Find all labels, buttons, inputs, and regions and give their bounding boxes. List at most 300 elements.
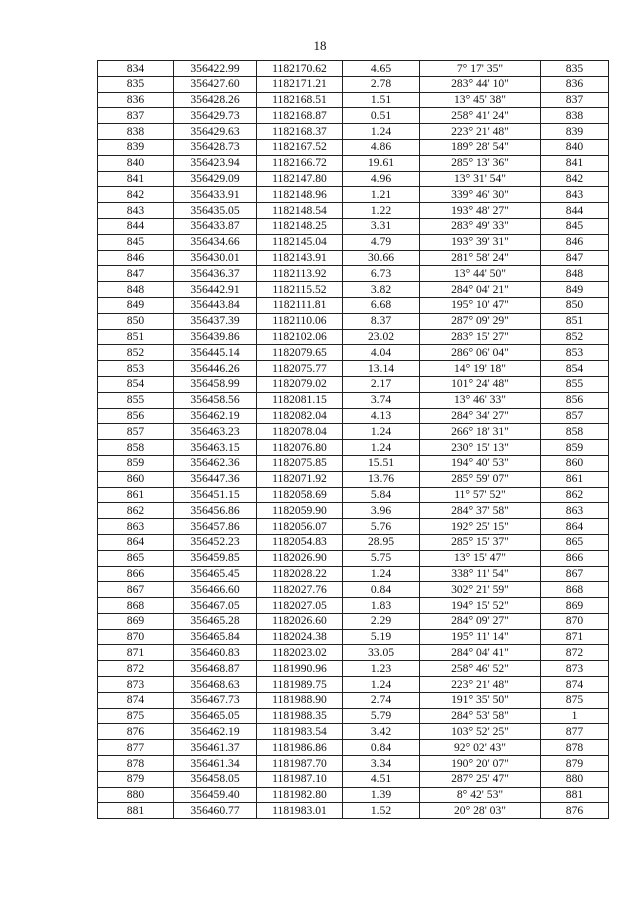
cell-distance: 5.79 — [343, 708, 420, 724]
cell-next-point: 869 — [541, 598, 609, 614]
cell-next-point: 852 — [541, 329, 609, 345]
cell-point-number: 848 — [98, 282, 174, 298]
cell-next-point: 860 — [541, 455, 609, 471]
cell-y-coordinate: 1182054.83 — [257, 534, 343, 550]
cell-x-coordinate: 356442.91 — [174, 282, 257, 298]
cell-y-coordinate: 1182023.02 — [257, 645, 343, 661]
cell-bearing: 287° 09' 29" — [420, 313, 541, 329]
cell-bearing: 13° 46' 33" — [420, 392, 541, 408]
cell-distance: 3.74 — [343, 392, 420, 408]
table-row — [98, 297, 609, 313]
cell-bearing: 190° 20' 07" — [420, 756, 541, 772]
cell-next-point: 875 — [541, 692, 609, 708]
cell-next-point: 879 — [541, 756, 609, 772]
cell-x-coordinate: 356443.84 — [174, 297, 257, 313]
cell-y-coordinate: 1182026.90 — [257, 550, 343, 566]
cell-bearing: 103° 52' 25" — [420, 724, 541, 740]
cell-next-point: 865 — [541, 534, 609, 550]
cell-next-point: 864 — [541, 519, 609, 535]
table-row — [98, 519, 609, 535]
table-row — [98, 345, 609, 361]
cell-distance: 1.52 — [343, 803, 420, 819]
cell-next-point: 867 — [541, 566, 609, 582]
cell-bearing: 284° 34' 27" — [420, 408, 541, 424]
table-row — [98, 661, 609, 677]
cell-next-point: 858 — [541, 424, 609, 440]
cell-y-coordinate: 1182148.25 — [257, 218, 343, 234]
cell-x-coordinate: 356422.99 — [174, 61, 257, 77]
cell-next-point: 836 — [541, 76, 609, 92]
cell-distance: 2.29 — [343, 613, 420, 629]
cell-x-coordinate: 356461.37 — [174, 740, 257, 756]
cell-next-point: 881 — [541, 787, 609, 803]
cell-y-coordinate: 1182168.87 — [257, 108, 343, 124]
cell-bearing: 258° 46' 52" — [420, 661, 541, 677]
cell-x-coordinate: 356435.05 — [174, 203, 257, 219]
cell-next-point: 876 — [541, 803, 609, 819]
cell-bearing: 191° 35' 50" — [420, 692, 541, 708]
cell-x-coordinate: 356465.45 — [174, 566, 257, 582]
cell-next-point: 846 — [541, 234, 609, 250]
cell-point-number: 845 — [98, 234, 174, 250]
cell-x-coordinate: 356428.26 — [174, 92, 257, 108]
table-row — [98, 361, 609, 377]
table-row — [98, 392, 609, 408]
cell-x-coordinate: 356468.87 — [174, 661, 257, 677]
table-row — [98, 503, 609, 519]
cell-point-number: 846 — [98, 250, 174, 266]
cell-distance: 3.34 — [343, 756, 420, 772]
cell-x-coordinate: 356433.87 — [174, 218, 257, 234]
cell-next-point: 848 — [541, 266, 609, 282]
cell-bearing: 101° 24' 48" — [420, 376, 541, 392]
cell-point-number: 867 — [98, 582, 174, 598]
cell-y-coordinate: 1182167.52 — [257, 139, 343, 155]
cell-y-coordinate: 1181982.80 — [257, 787, 343, 803]
cell-x-coordinate: 356428.73 — [174, 139, 257, 155]
cell-distance: 1.83 — [343, 598, 420, 614]
cell-next-point: 871 — [541, 629, 609, 645]
table-row — [98, 424, 609, 440]
coordinate-table — [97, 60, 609, 819]
cell-bearing: 193° 39' 31" — [420, 234, 541, 250]
cell-point-number: 856 — [98, 408, 174, 424]
cell-point-number: 865 — [98, 550, 174, 566]
cell-bearing: 284° 04' 41" — [420, 645, 541, 661]
cell-distance: 1.24 — [343, 440, 420, 456]
cell-point-number: 881 — [98, 803, 174, 819]
cell-x-coordinate: 356458.05 — [174, 771, 257, 787]
cell-point-number: 861 — [98, 487, 174, 503]
cell-x-coordinate: 356459.85 — [174, 550, 257, 566]
table-row — [98, 329, 609, 345]
cell-y-coordinate: 1182148.54 — [257, 203, 343, 219]
cell-point-number: 834 — [98, 61, 174, 77]
cell-next-point: 842 — [541, 171, 609, 187]
cell-bearing: 284° 04' 21" — [420, 282, 541, 298]
cell-y-coordinate: 1182075.77 — [257, 361, 343, 377]
table-row — [98, 124, 609, 140]
cell-bearing: 223° 21' 48" — [420, 677, 541, 693]
cell-x-coordinate: 356439.86 — [174, 329, 257, 345]
table-row — [98, 582, 609, 598]
table-row — [98, 487, 609, 503]
cell-bearing: 193° 48' 27" — [420, 203, 541, 219]
cell-bearing: 230° 15' 13" — [420, 440, 541, 456]
cell-x-coordinate: 356465.84 — [174, 629, 257, 645]
cell-next-point: 857 — [541, 408, 609, 424]
cell-bearing: 14° 19' 18" — [420, 361, 541, 377]
cell-point-number: 857 — [98, 424, 174, 440]
cell-distance: 4.86 — [343, 139, 420, 155]
cell-point-number: 862 — [98, 503, 174, 519]
cell-distance: 5.75 — [343, 550, 420, 566]
cell-next-point: 841 — [541, 155, 609, 171]
table-row — [98, 550, 609, 566]
cell-next-point: 840 — [541, 139, 609, 155]
cell-distance: 13.76 — [343, 471, 420, 487]
cell-bearing: 11° 57' 52" — [420, 487, 541, 503]
cell-point-number: 858 — [98, 440, 174, 456]
cell-distance: 4.13 — [343, 408, 420, 424]
table-row — [98, 708, 609, 724]
cell-bearing: 286° 06' 04" — [420, 345, 541, 361]
cell-distance: 2.17 — [343, 376, 420, 392]
cell-x-coordinate: 356462.36 — [174, 455, 257, 471]
cell-y-coordinate: 1182078.04 — [257, 424, 343, 440]
cell-y-coordinate: 1181987.70 — [257, 756, 343, 772]
cell-point-number: 860 — [98, 471, 174, 487]
cell-distance: 4.79 — [343, 234, 420, 250]
cell-y-coordinate: 1182076.80 — [257, 440, 343, 456]
cell-next-point: 839 — [541, 124, 609, 140]
table-row — [98, 756, 609, 772]
cell-bearing: 283° 15' 27" — [420, 329, 541, 345]
cell-distance: 8.37 — [343, 313, 420, 329]
cell-y-coordinate: 1182168.51 — [257, 92, 343, 108]
cell-next-point: 877 — [541, 724, 609, 740]
cell-next-point: 838 — [541, 108, 609, 124]
cell-y-coordinate: 1181987.10 — [257, 771, 343, 787]
table-row — [98, 771, 609, 787]
cell-x-coordinate: 356445.14 — [174, 345, 257, 361]
cell-x-coordinate: 356458.99 — [174, 376, 257, 392]
cell-bearing: 223° 21' 48" — [420, 124, 541, 140]
cell-bearing: 194° 15' 52" — [420, 598, 541, 614]
cell-point-number: 872 — [98, 661, 174, 677]
cell-point-number: 844 — [98, 218, 174, 234]
table-row — [98, 139, 609, 155]
cell-y-coordinate: 1182026.60 — [257, 613, 343, 629]
cell-next-point: 880 — [541, 771, 609, 787]
cell-next-point: 862 — [541, 487, 609, 503]
cell-next-point: 878 — [541, 740, 609, 756]
cell-bearing: 20° 28' 03" — [420, 803, 541, 819]
cell-bearing: 285° 59' 07" — [420, 471, 541, 487]
table-row — [98, 282, 609, 298]
cell-distance: 33.05 — [343, 645, 420, 661]
cell-y-coordinate: 1182079.02 — [257, 376, 343, 392]
cell-x-coordinate: 356460.77 — [174, 803, 257, 819]
cell-point-number: 866 — [98, 566, 174, 582]
cell-y-coordinate: 1182079.65 — [257, 345, 343, 361]
cell-y-coordinate: 1182081.15 — [257, 392, 343, 408]
cell-y-coordinate: 1182027.76 — [257, 582, 343, 598]
cell-x-coordinate: 356437.39 — [174, 313, 257, 329]
cell-next-point: 1 — [541, 708, 609, 724]
table-row — [98, 234, 609, 250]
cell-y-coordinate: 1182024.38 — [257, 629, 343, 645]
cell-x-coordinate: 356462.19 — [174, 408, 257, 424]
cell-y-coordinate: 1181988.35 — [257, 708, 343, 724]
cell-point-number: 843 — [98, 203, 174, 219]
table-row — [98, 645, 609, 661]
cell-next-point: 843 — [541, 187, 609, 203]
cell-bearing: 92° 02' 43" — [420, 740, 541, 756]
cell-bearing: 195° 10' 47" — [420, 297, 541, 313]
cell-y-coordinate: 1182102.06 — [257, 329, 343, 345]
cell-next-point: 861 — [541, 471, 609, 487]
table-row — [98, 108, 609, 124]
page-number: 18 — [313, 38, 327, 53]
cell-bearing: 283° 49' 33" — [420, 218, 541, 234]
cell-bearing: 13° 44' 50" — [420, 266, 541, 282]
cell-distance: 6.73 — [343, 266, 420, 282]
cell-bearing: 13° 45' 38" — [420, 92, 541, 108]
cell-next-point: 866 — [541, 550, 609, 566]
table-row — [98, 203, 609, 219]
cell-y-coordinate: 1182113.92 — [257, 266, 343, 282]
cell-distance: 2.78 — [343, 76, 420, 92]
cell-x-coordinate: 356430.01 — [174, 250, 257, 266]
table-row — [98, 376, 609, 392]
cell-next-point: 870 — [541, 613, 609, 629]
cell-distance: 2.74 — [343, 692, 420, 708]
cell-next-point: 859 — [541, 440, 609, 456]
cell-point-number: 855 — [98, 392, 174, 408]
table-row — [98, 171, 609, 187]
cell-point-number: 839 — [98, 139, 174, 155]
cell-bearing: 285° 13' 36" — [420, 155, 541, 171]
cell-x-coordinate: 356461.34 — [174, 756, 257, 772]
cell-x-coordinate: 356467.05 — [174, 598, 257, 614]
cell-point-number: 854 — [98, 376, 174, 392]
cell-distance: 4.65 — [343, 61, 420, 77]
cell-distance: 1.24 — [343, 124, 420, 140]
cell-bearing: 258° 41' 24" — [420, 108, 541, 124]
cell-x-coordinate: 356429.73 — [174, 108, 257, 124]
cell-point-number: 875 — [98, 708, 174, 724]
cell-next-point: 849 — [541, 282, 609, 298]
cell-x-coordinate: 356459.40 — [174, 787, 257, 803]
cell-point-number: 850 — [98, 313, 174, 329]
cell-next-point: 837 — [541, 92, 609, 108]
cell-bearing: 13° 31' 54" — [420, 171, 541, 187]
cell-next-point: 873 — [541, 661, 609, 677]
cell-point-number: 838 — [98, 124, 174, 140]
table-row — [98, 598, 609, 614]
cell-bearing: 284° 53' 58" — [420, 708, 541, 724]
cell-point-number: 874 — [98, 692, 174, 708]
cell-point-number: 837 — [98, 108, 174, 124]
cell-y-coordinate: 1182166.72 — [257, 155, 343, 171]
cell-point-number: 836 — [98, 92, 174, 108]
cell-y-coordinate: 1182115.52 — [257, 282, 343, 298]
cell-distance: 5.76 — [343, 519, 420, 535]
cell-x-coordinate: 356433.91 — [174, 187, 257, 203]
cell-distance: 1.51 — [343, 92, 420, 108]
cell-point-number: 876 — [98, 724, 174, 740]
cell-bearing: 195° 11' 14" — [420, 629, 541, 645]
cell-next-point: 868 — [541, 582, 609, 598]
table-row — [98, 187, 609, 203]
cell-next-point: 856 — [541, 392, 609, 408]
cell-next-point: 844 — [541, 203, 609, 219]
cell-distance: 4.04 — [343, 345, 420, 361]
table-row — [98, 455, 609, 471]
cell-y-coordinate: 1182111.81 — [257, 297, 343, 313]
table-row — [98, 787, 609, 803]
cell-next-point: 863 — [541, 503, 609, 519]
cell-distance: 1.39 — [343, 787, 420, 803]
cell-next-point: 850 — [541, 297, 609, 313]
cell-next-point: 847 — [541, 250, 609, 266]
cell-bearing: 192° 25' 15" — [420, 519, 541, 535]
cell-x-coordinate: 356434.66 — [174, 234, 257, 250]
cell-distance: 3.82 — [343, 282, 420, 298]
cell-next-point: 874 — [541, 677, 609, 693]
cell-bearing: 194° 40' 53" — [420, 455, 541, 471]
cell-point-number: 841 — [98, 171, 174, 187]
cell-x-coordinate: 356463.23 — [174, 424, 257, 440]
cell-point-number: 863 — [98, 519, 174, 535]
cell-point-number: 847 — [98, 266, 174, 282]
cell-x-coordinate: 356447.36 — [174, 471, 257, 487]
cell-x-coordinate: 356468.63 — [174, 677, 257, 693]
cell-y-coordinate: 1181990.96 — [257, 661, 343, 677]
cell-bearing: 285° 15' 37" — [420, 534, 541, 550]
cell-distance: 1.24 — [343, 677, 420, 693]
cell-distance: 1.24 — [343, 424, 420, 440]
cell-point-number: 868 — [98, 598, 174, 614]
table-row — [98, 92, 609, 108]
cell-distance: 3.31 — [343, 218, 420, 234]
cell-point-number: 878 — [98, 756, 174, 772]
cell-y-coordinate: 1182171.21 — [257, 76, 343, 92]
cell-point-number: 873 — [98, 677, 174, 693]
cell-distance: 6.68 — [343, 297, 420, 313]
cell-point-number: 871 — [98, 645, 174, 661]
table-row — [98, 250, 609, 266]
cell-x-coordinate: 356460.83 — [174, 645, 257, 661]
cell-y-coordinate: 1181988.90 — [257, 692, 343, 708]
cell-bearing: 339° 46' 30" — [420, 187, 541, 203]
cell-x-coordinate: 356457.86 — [174, 519, 257, 535]
cell-x-coordinate: 356451.15 — [174, 487, 257, 503]
cell-x-coordinate: 356466.60 — [174, 582, 257, 598]
cell-distance: 5.19 — [343, 629, 420, 645]
cell-point-number: 879 — [98, 771, 174, 787]
cell-distance: 1.24 — [343, 566, 420, 582]
cell-y-coordinate: 1181989.75 — [257, 677, 343, 693]
cell-distance: 13.14 — [343, 361, 420, 377]
table-row — [98, 408, 609, 424]
cell-point-number: 864 — [98, 534, 174, 550]
cell-point-number: 877 — [98, 740, 174, 756]
cell-point-number: 849 — [98, 297, 174, 313]
cell-next-point: 851 — [541, 313, 609, 329]
table-row — [98, 629, 609, 645]
cell-next-point: 855 — [541, 376, 609, 392]
cell-bearing: 8° 42' 53" — [420, 787, 541, 803]
cell-distance: 3.42 — [343, 724, 420, 740]
cell-x-coordinate: 356467.73 — [174, 692, 257, 708]
cell-x-coordinate: 356423.94 — [174, 155, 257, 171]
table-row — [98, 266, 609, 282]
cell-x-coordinate: 356452.23 — [174, 534, 257, 550]
table-row — [98, 61, 609, 77]
table-row — [98, 740, 609, 756]
cell-x-coordinate: 356446.26 — [174, 361, 257, 377]
cell-bearing: 302° 21' 59" — [420, 582, 541, 598]
cell-point-number: 835 — [98, 76, 174, 92]
cell-point-number: 870 — [98, 629, 174, 645]
cell-y-coordinate: 1182143.91 — [257, 250, 343, 266]
cell-x-coordinate: 356429.09 — [174, 171, 257, 187]
cell-y-coordinate: 1182056.07 — [257, 519, 343, 535]
cell-distance: 23.02 — [343, 329, 420, 345]
cell-x-coordinate: 356436.37 — [174, 266, 257, 282]
table-row — [98, 440, 609, 456]
cell-distance: 4.51 — [343, 771, 420, 787]
cell-bearing: 13° 15' 47" — [420, 550, 541, 566]
table-row — [98, 613, 609, 629]
cell-next-point: 835 — [541, 61, 609, 77]
cell-distance: 1.21 — [343, 187, 420, 203]
cell-y-coordinate: 1182075.85 — [257, 455, 343, 471]
cell-y-coordinate: 1182028.22 — [257, 566, 343, 582]
cell-y-coordinate: 1182147.80 — [257, 171, 343, 187]
cell-distance: 30.66 — [343, 250, 420, 266]
cell-y-coordinate: 1182058.69 — [257, 487, 343, 503]
cell-y-coordinate: 1181986.86 — [257, 740, 343, 756]
cell-distance: 0.84 — [343, 740, 420, 756]
cell-point-number: 880 — [98, 787, 174, 803]
cell-y-coordinate: 1181983.01 — [257, 803, 343, 819]
cell-distance: 5.84 — [343, 487, 420, 503]
cell-bearing: 266° 18' 31" — [420, 424, 541, 440]
cell-y-coordinate: 1181983.54 — [257, 724, 343, 740]
cell-bearing: 284° 09' 27" — [420, 613, 541, 629]
cell-x-coordinate: 356429.63 — [174, 124, 257, 140]
cell-bearing: 7° 17' 35" — [420, 61, 541, 77]
table-row — [98, 724, 609, 740]
cell-x-coordinate: 356427.60 — [174, 76, 257, 92]
cell-distance: 1.23 — [343, 661, 420, 677]
cell-distance: 0.51 — [343, 108, 420, 124]
table-row — [98, 76, 609, 92]
coordinate-table-body — [98, 61, 609, 819]
cell-y-coordinate: 1182027.05 — [257, 598, 343, 614]
cell-next-point: 854 — [541, 361, 609, 377]
cell-y-coordinate: 1182148.96 — [257, 187, 343, 203]
cell-point-number: 851 — [98, 329, 174, 345]
cell-y-coordinate: 1182170.62 — [257, 61, 343, 77]
table-row — [98, 155, 609, 171]
cell-distance: 4.96 — [343, 171, 420, 187]
cell-next-point: 872 — [541, 645, 609, 661]
cell-bearing: 284° 37' 58" — [420, 503, 541, 519]
